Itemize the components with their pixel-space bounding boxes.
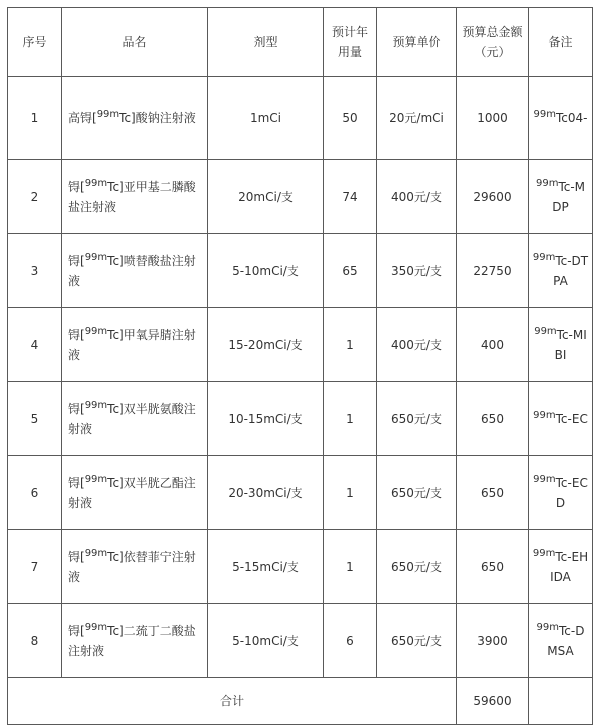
name-suffix: Tc]喷替酸盐注射液 xyxy=(68,253,196,288)
header-name: 品名 xyxy=(62,8,208,77)
name-suffix: Tc]双半胱乙酯注射液 xyxy=(68,475,196,510)
cell-total: 650 xyxy=(457,456,529,530)
table-row xyxy=(8,308,593,382)
cell-form: 20mCi/支 xyxy=(208,160,324,234)
name-prefix: 锝[ xyxy=(68,623,85,638)
note-text: Tc-EHIDA xyxy=(550,549,589,584)
header-form: 剂型 xyxy=(208,8,324,77)
header-note: 备注 xyxy=(529,8,593,77)
note-sup: 99m xyxy=(534,325,557,337)
budget-table xyxy=(7,7,593,725)
name-suffix: Tc]酸钠注射液 xyxy=(119,111,196,125)
table-row xyxy=(8,604,593,678)
cell-no: 2 xyxy=(8,160,62,234)
cell-qty: 6 xyxy=(324,604,377,678)
cell-form: 20-30mCi/支 xyxy=(208,456,324,530)
cell-no: 1 xyxy=(8,77,62,160)
note-text: Tc-MIBI xyxy=(554,327,587,362)
cell-name xyxy=(62,308,208,382)
table-row xyxy=(8,456,593,530)
note-text: Tc-DMSA xyxy=(547,623,585,658)
header-no: 序号 xyxy=(8,8,62,77)
cell-no: 4 xyxy=(8,308,62,382)
name-suffix: Tc]依替菲宁注射液 xyxy=(68,549,196,584)
name-prefix: 高锝[ xyxy=(68,111,97,125)
note-sup: 99m xyxy=(536,621,559,633)
cell-total: 1000 xyxy=(457,77,529,160)
note-text: Tc04- xyxy=(555,111,588,125)
note-text: Tc-MDP xyxy=(552,179,586,214)
cell-price: 400元/支 xyxy=(377,308,457,382)
cell-qty: 65 xyxy=(324,234,377,308)
cell-form: 5-10mCi/支 xyxy=(208,604,324,678)
name-prefix: 锝[ xyxy=(68,327,85,342)
cell-note xyxy=(529,234,593,308)
cell-qty: 74 xyxy=(324,160,377,234)
cell-note xyxy=(529,77,593,160)
cell-name xyxy=(62,382,208,456)
note-sup: 99m xyxy=(533,409,556,421)
name-prefix: 锝[ xyxy=(68,401,85,416)
isotope-sup: 99m xyxy=(84,325,108,337)
cell-price: 650元/支 xyxy=(377,604,457,678)
cell-price: 650元/支 xyxy=(377,456,457,530)
name-suffix: Tc]双半胱氨酸注射液 xyxy=(68,401,196,436)
header-price: 预算单价 xyxy=(377,8,457,77)
note-sup: 99m xyxy=(532,547,556,559)
name-suffix: Tc]甲氧异腈注射液 xyxy=(68,327,196,362)
header-total: 预算总金额（元） xyxy=(457,8,529,77)
isotope-sup: 99m xyxy=(96,109,120,120)
cell-total: 650 xyxy=(457,530,529,604)
cell-price: 650元/支 xyxy=(377,382,457,456)
cell-total: 29600 xyxy=(457,160,529,234)
name-prefix: 锝[ xyxy=(68,549,85,564)
name-suffix: Tc]亚甲基二膦酸盐注射液 xyxy=(68,179,196,214)
table-total-row xyxy=(8,678,593,725)
name-suffix: Tc]二巯丁二酸盐注射液 xyxy=(68,623,196,658)
table-row xyxy=(8,160,593,234)
cell-form: 10-15mCi/支 xyxy=(208,382,324,456)
cell-note xyxy=(529,604,593,678)
table-header-row xyxy=(8,8,593,77)
cell-qty: 1 xyxy=(324,456,377,530)
total-value: 59600 xyxy=(457,678,529,725)
cell-name xyxy=(62,160,208,234)
header-qty: 预计年用量 xyxy=(324,8,377,77)
cell-no: 7 xyxy=(8,530,62,604)
note-sup: 99m xyxy=(533,109,556,120)
cell-qty: 1 xyxy=(324,308,377,382)
note-sup: 99m xyxy=(533,473,556,485)
total-note xyxy=(529,678,593,725)
cell-form: 1mCi xyxy=(208,77,324,160)
cell-name xyxy=(62,530,208,604)
note-sup: 99m xyxy=(535,177,559,189)
cell-price: 20元/mCi xyxy=(377,77,457,160)
cell-no: 8 xyxy=(8,604,62,678)
cell-name xyxy=(62,456,208,530)
name-prefix: 锝[ xyxy=(68,179,85,194)
cell-total: 400 xyxy=(457,308,529,382)
isotope-sup: 99m xyxy=(84,399,108,411)
cell-name xyxy=(62,604,208,678)
cell-note xyxy=(529,530,593,604)
cell-form: 5-15mCi/支 xyxy=(208,530,324,604)
cell-note xyxy=(529,160,593,234)
cell-price: 400元/支 xyxy=(377,160,457,234)
isotope-sup: 99m xyxy=(84,251,108,263)
cell-no: 6 xyxy=(8,456,62,530)
cell-price: 350元/支 xyxy=(377,234,457,308)
cell-form: 15-20mCi/支 xyxy=(208,308,324,382)
cell-form: 5-10mCi/支 xyxy=(208,234,324,308)
table-row xyxy=(8,234,593,308)
table-row xyxy=(8,382,593,456)
cell-total: 650 xyxy=(457,382,529,456)
cell-qty: 1 xyxy=(324,382,377,456)
note-sup: 99m xyxy=(532,251,556,263)
note-text: Tc-ECD xyxy=(555,475,588,510)
table-row xyxy=(8,77,593,160)
name-prefix: 锝[ xyxy=(68,475,85,490)
cell-note xyxy=(529,308,593,382)
cell-qty: 50 xyxy=(324,77,377,160)
cell-qty: 1 xyxy=(324,530,377,604)
cell-note xyxy=(529,456,593,530)
cell-total: 22750 xyxy=(457,234,529,308)
cell-note xyxy=(529,382,593,456)
isotope-sup: 99m xyxy=(84,473,108,485)
isotope-sup: 99m xyxy=(84,547,108,559)
isotope-sup: 99m xyxy=(84,177,108,189)
total-label: 合计 xyxy=(8,678,457,725)
isotope-sup: 99m xyxy=(84,621,108,633)
name-prefix: 锝[ xyxy=(68,253,85,268)
cell-total: 3900 xyxy=(457,604,529,678)
cell-no: 5 xyxy=(8,382,62,456)
table-row xyxy=(8,530,593,604)
cell-name xyxy=(62,234,208,308)
cell-no: 3 xyxy=(8,234,62,308)
note-text: Tc-EC xyxy=(555,411,588,426)
note-text: Tc-DTPA xyxy=(553,253,589,288)
cell-name xyxy=(62,77,208,160)
cell-price: 650元/支 xyxy=(377,530,457,604)
